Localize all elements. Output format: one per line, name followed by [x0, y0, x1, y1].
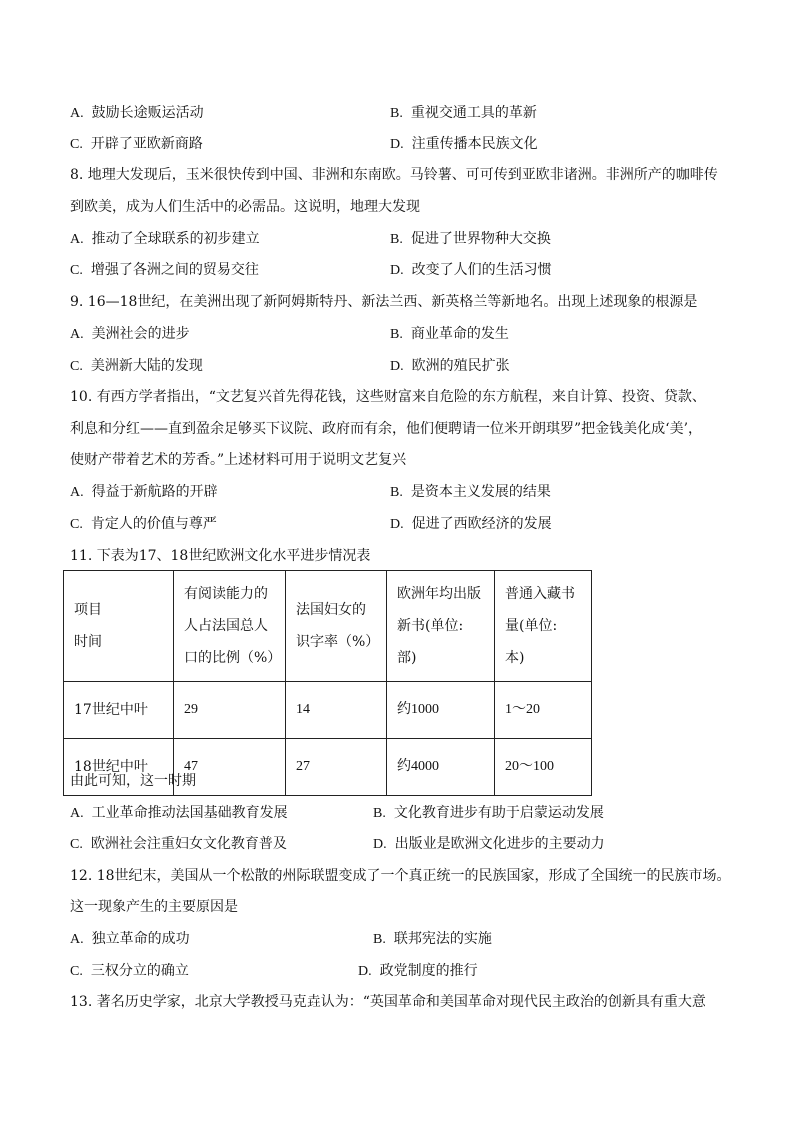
table-header-cell — [495, 571, 592, 682]
q12-stem-line1: 12. 18世纪末，美国从一个松散的州际联盟变成了一个真正统一的民族国家，形成了全国统一的民族市场。 — [70, 868, 731, 884]
option-letter: D. — [390, 517, 404, 532]
table-corner-cell — [64, 571, 174, 682]
table-row — [64, 682, 592, 739]
q10-option-c[interactable] — [70, 514, 217, 535]
header-text: 口的比例（%） — [184, 650, 282, 666]
option-text: 独立革命的成功 — [91, 931, 190, 947]
q8-option-d[interactable] — [390, 260, 552, 281]
option-text: 促进了世界物种大交换 — [410, 231, 551, 247]
option-letter: C. — [70, 964, 83, 979]
option-text: 推动了全球联系的初步建立 — [91, 231, 260, 247]
q8-option-a[interactable] — [70, 229, 260, 250]
header-text: 有阅读能力的 — [184, 586, 268, 602]
corner-item-label: 项目 — [74, 602, 102, 618]
option-letter: B. — [390, 327, 403, 342]
option-text: 政党制度的推行 — [379, 963, 478, 979]
header-text: 普通入藏书 — [505, 586, 575, 602]
option-text: 鼓励长途贩运活动 — [91, 105, 204, 121]
q8-option-c[interactable] — [70, 260, 259, 281]
header-text: 新书(单位: 部) — [397, 618, 464, 666]
option-letter: A. — [70, 932, 84, 947]
q10-option-b[interactable] — [390, 482, 551, 503]
q12-option-a[interactable] — [70, 929, 190, 950]
option-letter: D. — [358, 964, 372, 979]
q11-stem-line1: 11. 下表为17、18世纪欧洲文化水平进步情况表 — [70, 548, 371, 564]
option-text: 得益于新航路的开辟 — [91, 484, 218, 500]
option-letter: B. — [373, 806, 386, 821]
header-text: 识字率（%） — [296, 634, 380, 650]
q12-option-d[interactable] — [358, 961, 478, 982]
q11-option-b[interactable] — [373, 803, 604, 824]
q9-option-c[interactable] — [70, 356, 203, 377]
table-cell: 14 — [286, 682, 387, 739]
q11-option-c[interactable] — [70, 834, 287, 855]
option-letter: C. — [70, 517, 83, 532]
q10-stem-line1: 10. 有西方学者指出，“文艺复兴首先得花钱，这些财富来自危险的东方航程，来自计算、投资、贷款、 — [70, 389, 706, 405]
table-cell: 29 — [174, 682, 286, 739]
option-text: 美洲社会的进步 — [91, 326, 190, 342]
table-header-row — [64, 571, 592, 682]
table-header-cell — [387, 571, 495, 682]
table-cell: 27 — [286, 739, 387, 796]
q12-option-c[interactable] — [70, 961, 189, 982]
table-cell: 20～100 — [495, 739, 592, 796]
option-letter: D. — [373, 837, 387, 852]
option-text: 注重传播本民族文化 — [411, 136, 538, 152]
option-text: 欧洲的殖民扩张 — [411, 358, 510, 374]
option-letter: B. — [390, 485, 403, 500]
option-letter: D. — [390, 137, 404, 152]
header-text: 人占法国总人 — [184, 618, 268, 634]
option-text: 肯定人的价值与尊严 — [90, 516, 217, 532]
option-text: 促进了西欧经济的发展 — [411, 516, 552, 532]
table-cell: 47 — [174, 739, 286, 796]
q10-option-a[interactable] — [70, 482, 218, 503]
option-text: 改变了人们的生活习惯 — [411, 262, 552, 278]
header-text: 欧洲年均出版 — [397, 586, 481, 602]
option-letter: A. — [70, 106, 84, 121]
culture-progress-table — [63, 570, 592, 796]
q11-after-text: 由此可知，这一时期 — [70, 773, 196, 789]
table-cell: 1～20 — [495, 682, 592, 739]
option-letter: A. — [70, 806, 84, 821]
q7-option-a[interactable] — [70, 103, 204, 124]
row-period: 17世纪中叶 — [64, 682, 174, 739]
option-letter: B. — [390, 232, 403, 247]
table-cell: 约1000 — [387, 682, 495, 739]
option-text: 开辟了亚欧新商路 — [90, 136, 203, 152]
option-text: 是资本主义发展的结果 — [410, 484, 551, 500]
header-text: 法国妇女的 — [296, 602, 366, 618]
q10-stem-line2: 利息和分红——直到盈余足够买下议院、政府而有余，他们便聘请一位米开朗琪罗”把金钱美化成‘美’， — [70, 421, 703, 437]
option-text: 出版业是欧洲文化进步的主要动力 — [394, 836, 605, 852]
q11-option-d[interactable] — [373, 834, 605, 855]
q9-option-b[interactable] — [390, 324, 509, 345]
q12-option-b[interactable] — [373, 929, 492, 950]
table-cell: 约4000 — [387, 739, 495, 796]
q9-stem-line1: 9. 16—18世纪，在美洲出现了新阿姆斯特丹、新法兰西、新英格兰等新地名。出现上述现象的根源是 — [70, 294, 698, 310]
option-text: 商业革命的发生 — [410, 326, 509, 342]
q10-stem-line3: 使财产带着艺术的芳香。”上述材料可用于说明文艺复兴 — [70, 452, 407, 468]
q10-option-d[interactable] — [390, 514, 552, 535]
option-text: 三权分立的确立 — [90, 963, 189, 979]
q8-stem-line1: 8. 地理大发现后，玉米很快传到中国、非洲和东南欧。马铃薯、可可传到亚欧非诸洲。非洲所产的咖啡传 — [70, 167, 718, 183]
q8-stem-line2: 到欧美，成为人们生活中的必需品。这说明，地理大发现 — [70, 199, 420, 215]
option-letter: D. — [390, 359, 404, 374]
option-text: 文化教育进步有助于启蒙运动发展 — [393, 805, 604, 821]
q13-stem-line1: 13. 著名历史学家，北京大学教授马克垚认为：“英国革命和美国革命对现代民主政治的创新具有重大意 — [70, 994, 706, 1010]
option-text: 联邦宪法的实施 — [393, 931, 492, 947]
option-letter: C. — [70, 359, 83, 374]
q9-option-d[interactable] — [390, 356, 510, 377]
option-letter: A. — [70, 232, 84, 247]
option-letter: A. — [70, 327, 84, 342]
option-letter: A. — [70, 485, 84, 500]
q11-option-a[interactable] — [70, 803, 288, 824]
option-text: 重视交通工具的革新 — [410, 105, 537, 121]
option-letter: D. — [390, 263, 404, 278]
option-text: 美洲新大陆的发现 — [90, 358, 203, 374]
q9-option-a[interactable] — [70, 324, 190, 345]
q8-option-b[interactable] — [390, 229, 551, 250]
row-period: 18世纪中叶 — [64, 739, 174, 796]
table-header-cell — [286, 571, 387, 682]
option-letter: C. — [70, 137, 83, 152]
q12-stem-line2: 这一现象产生的主要原因是 — [70, 899, 238, 915]
option-text: 增强了各洲之间的贸易交往 — [90, 262, 259, 278]
option-text: 工业革命推动法国基础教育发展 — [91, 805, 288, 821]
option-letter: C. — [70, 263, 83, 278]
header-text: 量(单位: 本) — [505, 618, 558, 666]
option-letter: B. — [373, 932, 386, 947]
q7-option-b[interactable] — [390, 103, 537, 124]
option-letter: B. — [390, 106, 403, 121]
table-header-cell — [174, 571, 286, 682]
option-letter: C. — [70, 837, 83, 852]
option-text: 欧洲社会注重妇女文化教育普及 — [90, 836, 287, 852]
corner-time-label: 时间 — [74, 634, 102, 650]
q7-option-c[interactable] — [70, 134, 203, 155]
q7-option-d[interactable] — [390, 134, 538, 155]
